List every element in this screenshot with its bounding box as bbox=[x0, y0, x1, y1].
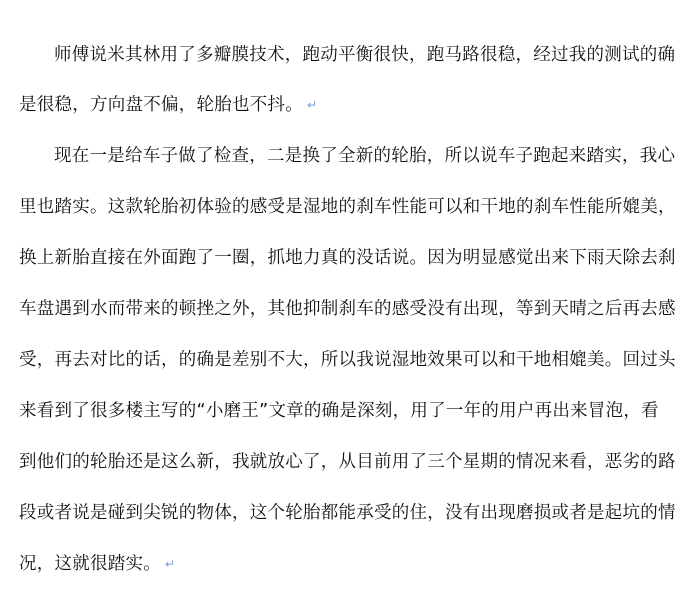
text-line bbox=[54, 141, 675, 171]
text-line bbox=[19, 447, 676, 477]
text-line bbox=[19, 90, 317, 120]
text-line-content: 师傅说米其林用了多瓣膜技术，跑动平衡很快，跑马路很稳，经过我的测试的确 bbox=[54, 45, 676, 65]
text-line bbox=[19, 192, 676, 222]
text-line-content: 来看到了很多楼主写的“小磨王”文章的确是深刻，用了一年的用户再出来冒泡，看 bbox=[19, 401, 659, 421]
text-line bbox=[54, 40, 675, 70]
text-line-content: 段或者说是碰到尖锐的物体，这个轮胎都能承受的住，没有出现磨损或者是起坑的情 bbox=[19, 503, 676, 523]
paragraph-mark-icon: ↵ bbox=[307, 98, 318, 112]
text-line-content: 里也踏实。这款轮胎初体验的感受是湿地的刹车性能可以和干地的刹车性能所媲美， bbox=[19, 197, 676, 217]
text-line-content: 受，再去对比的话，的确是差别不大，所以我说湿地效果可以和干地相媲美。回过头 bbox=[19, 350, 676, 370]
text-line bbox=[19, 498, 676, 528]
text-line-content: 车盘遇到水而带来的顿挫之外，其他抑制刹车的感受没有出现，等到天晴之后再去感 bbox=[19, 299, 676, 319]
text-line bbox=[19, 345, 676, 375]
text-line-content: 换上新胎直接在外面跑了一圈，抓地力真的没话说。因为明显感觉出来下雨天除去刹 bbox=[19, 248, 676, 268]
text-line bbox=[19, 396, 659, 426]
paragraph-mark-icon: ↵ bbox=[165, 557, 176, 571]
text-line-content: 现在一是给车子做了检查，二是换了全新的轮胎，所以说车子跑起来踏实，我心 bbox=[54, 146, 676, 166]
text-line bbox=[19, 294, 676, 324]
text-line-content: 到他们的轮胎还是这么新，我就放心了，从目前用了三个星期的情况来看，恶劣的路 bbox=[19, 452, 676, 472]
text-line-content: 况，这就很踏实。 bbox=[19, 554, 161, 574]
text-line bbox=[19, 243, 676, 273]
text-line-content: 是很稳，方向盘不偏，轮胎也不抖。 bbox=[19, 95, 303, 115]
text-line bbox=[19, 549, 175, 579]
